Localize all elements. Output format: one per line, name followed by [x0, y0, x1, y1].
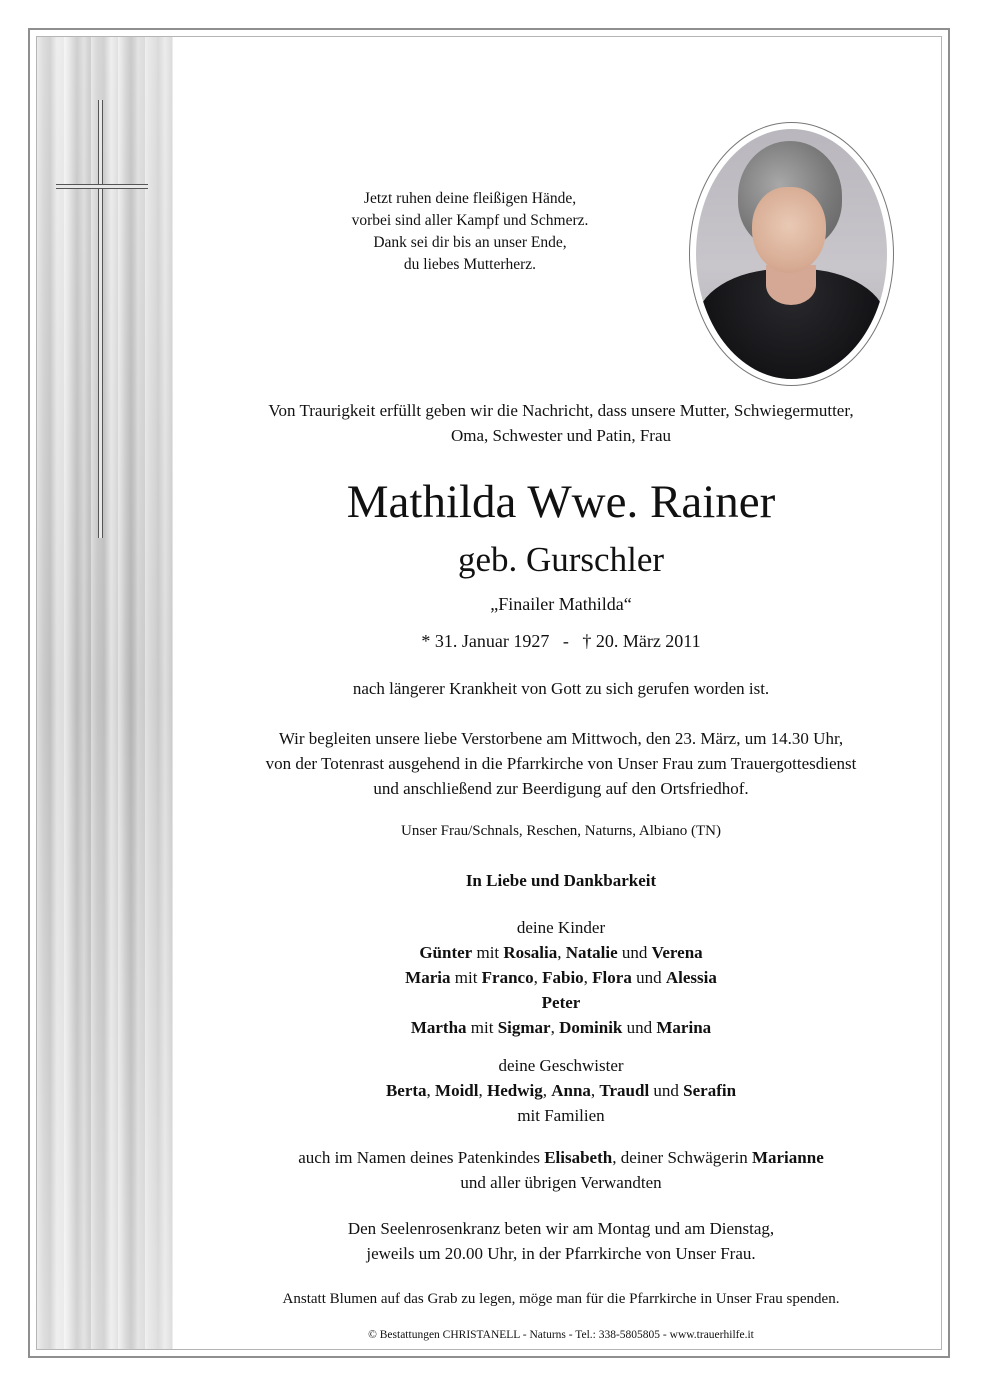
- announcement-intro: [176, 398, 946, 448]
- poem: [290, 188, 650, 276]
- deceased-name: Mathilda Wwe. Rainer: [346, 476, 776, 528]
- intro-line: Von Traurigkeit erfüllt geben wir die Nachricht, dass unsere Mutter, Schwiegermutter,: [268, 401, 854, 420]
- places: Unser Frau/Schnals, Reschen, Naturns, Albiano (TN): [401, 823, 721, 839]
- portrait-photo: [696, 129, 887, 379]
- life-dates: * 31. Januar 1927 - † 20. März 2011: [421, 631, 701, 651]
- funeral-details: [176, 726, 946, 801]
- flowers-note: Anstatt Blumen auf das Grab zu legen, möge man für die Pfarrkirche in Unser Frau spenden.: [282, 1291, 840, 1307]
- death-note: nach längerer Krankheit von Gott zu sich gerufen worden ist.: [352, 679, 770, 698]
- children-row: Maria mit Franco, Fabio, Flora und Alessia: [405, 968, 717, 987]
- poem-line: vorbei sind aller Kampf und Schmerz.: [351, 212, 589, 229]
- cross-icon: [98, 100, 103, 538]
- cross-icon-bar: [56, 184, 148, 189]
- funeral-line: von der Totenrast ausgehend in die Pfarrkirche von Unser Frau zum Trauergottesdienst: [265, 754, 857, 773]
- children-heading: deine Kinder: [516, 918, 606, 937]
- siblings-heading: deine Geschwister: [498, 1056, 624, 1075]
- siblings-row: Berta, Moidl, Hedwig, Anna, Traudl und Serafin: [385, 1081, 737, 1100]
- intro-line: Oma, Schwester und Patin, Frau: [450, 426, 672, 445]
- nickname: „Finailer Mathilda“: [490, 594, 632, 614]
- children-list: [176, 915, 946, 1040]
- closing-phrase: In Liebe und Dankbarkeit: [465, 871, 657, 890]
- children-row: Peter: [541, 993, 581, 1012]
- children-row: Günter mit Rosalia, Natalie und Verena: [419, 943, 703, 962]
- siblings-families: mit Familien: [517, 1106, 605, 1125]
- funeral-line: und anschließend zur Beerdigung auf den Ortsfriedhof.: [373, 779, 749, 798]
- poem-line: Jetzt ruhen deine fleißigen Hände,: [363, 190, 577, 207]
- birth-name: geb. Gurschler: [457, 540, 665, 579]
- siblings-list: [176, 1053, 946, 1128]
- poem-line: du liebes Mutterherz.: [403, 256, 537, 273]
- funeral-line: Wir begleiten unsere liebe Verstorbene am Mittwoch, den 23. März, um 14.30 Uhr,: [278, 729, 844, 748]
- poem-line: Dank sei dir bis an unser Ende,: [373, 234, 567, 251]
- footer-credit: © Bestattungen CHRISTANELL - Naturns - Tel.: 338-5805805 - www.trauerhilfe.it: [368, 1329, 754, 1341]
- children-row: Martha mit Sigmar, Dominik und Marina: [410, 1018, 712, 1037]
- curtain-decoration: [37, 37, 173, 1349]
- also-on-behalf: auch im Namen deines Patenkindes Elisabeth, deiner Schwägerin Marianne und aller übrigen Verwandten: [298, 1148, 824, 1192]
- rosary-info: Den Seelenrosenkranz beten wir am Montag und am Dienstag, jeweils um 20.00 Uhr, in der Pfarrkirche von Unser Frau.: [347, 1219, 775, 1263]
